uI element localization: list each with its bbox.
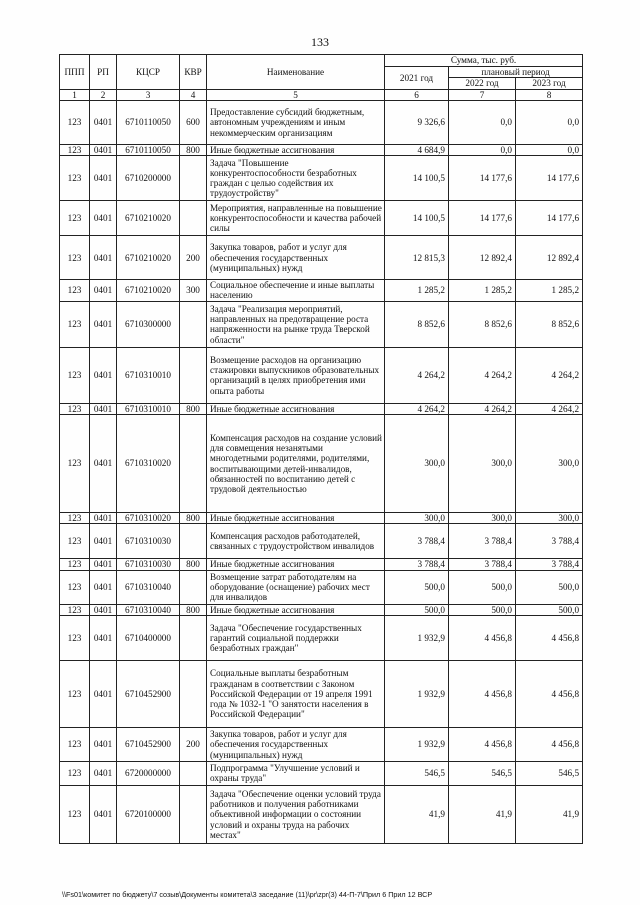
cell-amount-2022: 300,0 xyxy=(449,513,516,524)
cell-amount-2023: 500,0 xyxy=(516,570,583,604)
cell-amount-2021: 8 852,6 xyxy=(385,301,449,347)
cell-ppp: 123 xyxy=(60,280,90,302)
cell-kcsr: 6710300000 xyxy=(117,301,180,347)
cell-kcsr: 6720000000 xyxy=(117,761,180,785)
cell-rp: 0401 xyxy=(90,524,117,559)
cell-kvr: 300 xyxy=(180,280,207,302)
cell-amount-2022: 546,5 xyxy=(449,761,516,785)
cell-kcsr: 6710200000 xyxy=(117,156,180,201)
cell-kcsr: 6710310040 xyxy=(117,570,180,604)
cell-rp: 0401 xyxy=(90,301,117,347)
cell-amount-2023: 0,0 xyxy=(516,144,583,155)
cell-kcsr: 6710452900 xyxy=(117,660,180,727)
cell-amount-2022: 14 177,6 xyxy=(449,201,516,236)
cell-kcsr: 6710310020 xyxy=(117,415,180,513)
cell-rp: 0401 xyxy=(90,559,117,570)
cell-ppp: 123 xyxy=(60,615,90,660)
cell-rp: 0401 xyxy=(90,201,117,236)
cell-amount-2023: 3 788,4 xyxy=(516,559,583,570)
cell-ppp: 123 xyxy=(60,236,90,280)
table-row xyxy=(60,156,583,201)
cell-ppp: 123 xyxy=(60,403,90,414)
cell-kvr xyxy=(180,156,207,201)
cell-rp: 0401 xyxy=(90,403,117,414)
cell-amount-2022: 500,0 xyxy=(449,570,516,604)
cell-rp: 0401 xyxy=(90,156,117,201)
header-kcsr: КЦСР xyxy=(117,55,180,90)
cell-ppp: 123 xyxy=(60,144,90,155)
footer-file-path: \\Fs01\комитет по бюджету\7 созыв\Документы комитета\3 заседание (11)\pr\zpr(3) 44-П-7\Прил 6 Прил 12 ВСР xyxy=(62,890,433,899)
cell-amount-2023: 4 456,8 xyxy=(516,615,583,660)
cell-amount-2023: 1 285,2 xyxy=(516,280,583,302)
cell-ppp: 123 xyxy=(60,201,90,236)
cell-amount-2021: 14 100,5 xyxy=(385,156,449,201)
page-number: 133 xyxy=(311,35,329,49)
cell-amount-2021: 300,0 xyxy=(385,513,449,524)
cell-ppp: 123 xyxy=(60,524,90,559)
cell-kvr xyxy=(180,524,207,559)
cell-name: Иные бюджетные ассигнования xyxy=(207,403,385,414)
cell-name: Закупка товаров, работ и услуг для обеспечения государственных (муниципальных) нужд xyxy=(207,236,385,280)
table-row xyxy=(60,301,583,347)
cell-kcsr: 6710110050 xyxy=(117,144,180,155)
table-row xyxy=(60,415,583,513)
cell-kvr xyxy=(180,201,207,236)
column-number: 4 xyxy=(180,89,207,100)
header-ppp: ППП xyxy=(60,55,90,90)
cell-kvr: 200 xyxy=(180,727,207,761)
cell-amount-2022: 0,0 xyxy=(449,100,516,144)
cell-amount-2021: 1 932,9 xyxy=(385,615,449,660)
cell-kvr xyxy=(180,660,207,727)
cell-amount-2022: 4 456,8 xyxy=(449,660,516,727)
cell-amount-2023: 4 264,2 xyxy=(516,403,583,414)
cell-amount-2021: 14 100,5 xyxy=(385,201,449,236)
cell-name: Задача "Реализация мероприятий, направленных на предотвращение роста напряженности на рынке труда Тверской области" xyxy=(207,301,385,347)
header-kvr: КВР xyxy=(180,55,207,90)
cell-amount-2023: 41,9 xyxy=(516,785,583,843)
table-row xyxy=(60,785,583,843)
cell-kvr xyxy=(180,785,207,843)
cell-amount-2021: 500,0 xyxy=(385,604,449,615)
cell-name: Возмещение расходов на организацию стажировки выпускников образовательных организаций в целях приобретения ими опыта работы xyxy=(207,347,385,403)
table-row xyxy=(60,524,583,559)
column-number-row xyxy=(60,89,583,100)
cell-ppp: 123 xyxy=(60,513,90,524)
cell-amount-2022: 1 285,2 xyxy=(449,280,516,302)
cell-amount-2022: 3 788,4 xyxy=(449,524,516,559)
cell-amount-2022: 500,0 xyxy=(449,604,516,615)
cell-name: Компенсация расходов на создание условий для совмещения незанятыми многодетными родителями, родителями, воспитывающими детей-инвалидов, обязанностей по воспитанию детей с трудовой деятельностью xyxy=(207,415,385,513)
cell-name: Подпрограмма "Улучшение условий и охраны труда" xyxy=(207,761,385,785)
cell-kcsr: 6710210020 xyxy=(117,201,180,236)
cell-kvr: 600 xyxy=(180,100,207,144)
cell-amount-2021: 4 264,2 xyxy=(385,403,449,414)
cell-kcsr: 6710310040 xyxy=(117,604,180,615)
cell-amount-2022: 14 177,6 xyxy=(449,156,516,201)
cell-rp: 0401 xyxy=(90,570,117,604)
table-row xyxy=(60,761,583,785)
cell-kvr xyxy=(180,761,207,785)
cell-rp: 0401 xyxy=(90,100,117,144)
cell-kvr xyxy=(180,570,207,604)
column-number: 8 xyxy=(516,89,583,100)
cell-name: Иные бюджетные ассигнования xyxy=(207,604,385,615)
cell-rp: 0401 xyxy=(90,785,117,843)
cell-kcsr: 6720100000 xyxy=(117,785,180,843)
cell-amount-2023: 3 788,4 xyxy=(516,524,583,559)
cell-kcsr: 6710310010 xyxy=(117,403,180,414)
cell-amount-2023: 300,0 xyxy=(516,415,583,513)
cell-kvr xyxy=(180,301,207,347)
cell-kvr: 800 xyxy=(180,559,207,570)
cell-ppp: 123 xyxy=(60,570,90,604)
cell-kcsr: 6710310020 xyxy=(117,513,180,524)
table-row xyxy=(60,660,583,727)
header-year-2021: 2021 год xyxy=(385,67,449,90)
cell-amount-2022: 4 264,2 xyxy=(449,403,516,414)
cell-amount-2023: 300,0 xyxy=(516,513,583,524)
cell-amount-2023: 8 852,6 xyxy=(516,301,583,347)
budget-table xyxy=(59,54,583,844)
cell-amount-2023: 546,5 xyxy=(516,761,583,785)
cell-kcsr: 6710210020 xyxy=(117,280,180,302)
cell-amount-2022: 4 264,2 xyxy=(449,347,516,403)
cell-amount-2023: 4 264,2 xyxy=(516,347,583,403)
table-row xyxy=(60,236,583,280)
cell-amount-2021: 1 932,9 xyxy=(385,727,449,761)
cell-rp: 0401 xyxy=(90,615,117,660)
table-row xyxy=(60,615,583,660)
cell-name: Возмещение затрат работодателям на оборудование (оснащение) рабочих мест для инвалидов xyxy=(207,570,385,604)
cell-amount-2022: 4 456,8 xyxy=(449,615,516,660)
cell-kvr: 800 xyxy=(180,403,207,414)
cell-ppp: 123 xyxy=(60,347,90,403)
cell-name: Компенсация расходов работодателей, связанных с трудоустройством инвалидов xyxy=(207,524,385,559)
table-row xyxy=(60,144,583,155)
table-row xyxy=(60,280,583,302)
header-year-2022: 2022 год xyxy=(449,78,516,89)
column-number: 2 xyxy=(90,89,117,100)
table-row xyxy=(60,403,583,414)
header-name: Наименование xyxy=(207,55,385,90)
header-sum: Сумма, тыс. руб. xyxy=(385,55,583,67)
column-number: 3 xyxy=(117,89,180,100)
cell-name: Социальные выплаты безработным гражданам в соответствии с Законом Российской Федерации от 19 апреля 1991 года № 1032-1 "О занятости населения в Российской Федерации" xyxy=(207,660,385,727)
cell-kcsr: 6710310010 xyxy=(117,347,180,403)
cell-ppp: 123 xyxy=(60,301,90,347)
cell-amount-2022: 300,0 xyxy=(449,415,516,513)
cell-rp: 0401 xyxy=(90,144,117,155)
cell-amount-2021: 500,0 xyxy=(385,570,449,604)
cell-amount-2021: 12 815,3 xyxy=(385,236,449,280)
header-planning-period: плановый период xyxy=(449,67,583,78)
cell-amount-2021: 1 932,9 xyxy=(385,660,449,727)
cell-amount-2021: 3 788,4 xyxy=(385,524,449,559)
cell-kvr xyxy=(180,415,207,513)
cell-rp: 0401 xyxy=(90,604,117,615)
table-row xyxy=(60,559,583,570)
cell-amount-2022: 8 852,6 xyxy=(449,301,516,347)
column-number: 1 xyxy=(60,89,90,100)
cell-name: Мероприятия, направленные на повышение конкурентоспособности и качества рабочей силы xyxy=(207,201,385,236)
column-number: 5 xyxy=(207,89,385,100)
cell-kvr: 800 xyxy=(180,604,207,615)
table-row xyxy=(60,347,583,403)
table-row xyxy=(60,513,583,524)
cell-rp: 0401 xyxy=(90,660,117,727)
table-row xyxy=(60,604,583,615)
table-row xyxy=(60,201,583,236)
cell-amount-2021: 41,9 xyxy=(385,785,449,843)
cell-kcsr: 6710310030 xyxy=(117,559,180,570)
header-rp: РП xyxy=(90,55,117,90)
cell-name: Задача "Повышение конкурентоспособности безработных граждан с целью содействия их трудоустройству" xyxy=(207,156,385,201)
column-number: 7 xyxy=(449,89,516,100)
cell-rp: 0401 xyxy=(90,513,117,524)
cell-kvr xyxy=(180,615,207,660)
cell-kcsr: 6710452900 xyxy=(117,727,180,761)
column-number: 6 xyxy=(385,89,449,100)
header-year-2023: 2023 год xyxy=(516,78,583,89)
cell-ppp: 123 xyxy=(60,727,90,761)
cell-kcsr: 6710210020 xyxy=(117,236,180,280)
cell-amount-2023: 0,0 xyxy=(516,100,583,144)
cell-ppp: 123 xyxy=(60,415,90,513)
cell-amount-2023: 12 892,4 xyxy=(516,236,583,280)
cell-amount-2022: 0,0 xyxy=(449,144,516,155)
cell-amount-2023: 4 456,8 xyxy=(516,660,583,727)
cell-name: Иные бюджетные ассигнования xyxy=(207,144,385,155)
cell-ppp: 123 xyxy=(60,785,90,843)
cell-amount-2021: 300,0 xyxy=(385,415,449,513)
cell-amount-2022: 3 788,4 xyxy=(449,559,516,570)
cell-name: Иные бюджетные ассигнования xyxy=(207,559,385,570)
cell-amount-2023: 4 456,8 xyxy=(516,727,583,761)
cell-rp: 0401 xyxy=(90,761,117,785)
cell-amount-2022: 41,9 xyxy=(449,785,516,843)
cell-rp: 0401 xyxy=(90,347,117,403)
cell-amount-2023: 14 177,6 xyxy=(516,201,583,236)
cell-ppp: 123 xyxy=(60,100,90,144)
cell-name: Иные бюджетные ассигнования xyxy=(207,513,385,524)
cell-amount-2021: 3 788,4 xyxy=(385,559,449,570)
table-row xyxy=(60,727,583,761)
cell-name: Закупка товаров, работ и услуг для обеспечения государственных (муниципальных) нужд xyxy=(207,727,385,761)
cell-amount-2023: 500,0 xyxy=(516,604,583,615)
cell-ppp: 123 xyxy=(60,559,90,570)
cell-name: Социальное обеспечение и иные выплаты населению xyxy=(207,280,385,302)
table-row xyxy=(60,570,583,604)
cell-amount-2022: 12 892,4 xyxy=(449,236,516,280)
table-body xyxy=(60,100,583,843)
cell-amount-2021: 546,5 xyxy=(385,761,449,785)
cell-ppp: 123 xyxy=(60,660,90,727)
cell-ppp: 123 xyxy=(60,604,90,615)
cell-name: Задача "Обеспечение государственных гарантий социальной поддержки безработных граждан" xyxy=(207,615,385,660)
cell-ppp: 123 xyxy=(60,761,90,785)
cell-amount-2023: 14 177,6 xyxy=(516,156,583,201)
cell-amount-2021: 9 326,6 xyxy=(385,100,449,144)
cell-kcsr: 6710310030 xyxy=(117,524,180,559)
cell-name: Предоставление субсидий бюджетным, автономным учреждениям и иным некоммерческим организациям xyxy=(207,100,385,144)
cell-amount-2022: 4 456,8 xyxy=(449,727,516,761)
cell-rp: 0401 xyxy=(90,727,117,761)
cell-kvr: 800 xyxy=(180,513,207,524)
cell-amount-2021: 4 264,2 xyxy=(385,347,449,403)
table-row xyxy=(60,100,583,144)
cell-kvr xyxy=(180,347,207,403)
cell-rp: 0401 xyxy=(90,415,117,513)
cell-kcsr: 6710110050 xyxy=(117,100,180,144)
cell-kvr: 800 xyxy=(180,144,207,155)
cell-amount-2021: 4 684,9 xyxy=(385,144,449,155)
cell-kcsr: 6710400000 xyxy=(117,615,180,660)
cell-ppp: 123 xyxy=(60,156,90,201)
cell-kvr: 200 xyxy=(180,236,207,280)
cell-name: Задача "Обеспечение оценки условий труда работников и получения работниками объективной информации о состоянии условий и охраны труда на рабочих местах" xyxy=(207,785,385,843)
cell-rp: 0401 xyxy=(90,236,117,280)
cell-amount-2021: 1 285,2 xyxy=(385,280,449,302)
cell-rp: 0401 xyxy=(90,280,117,302)
